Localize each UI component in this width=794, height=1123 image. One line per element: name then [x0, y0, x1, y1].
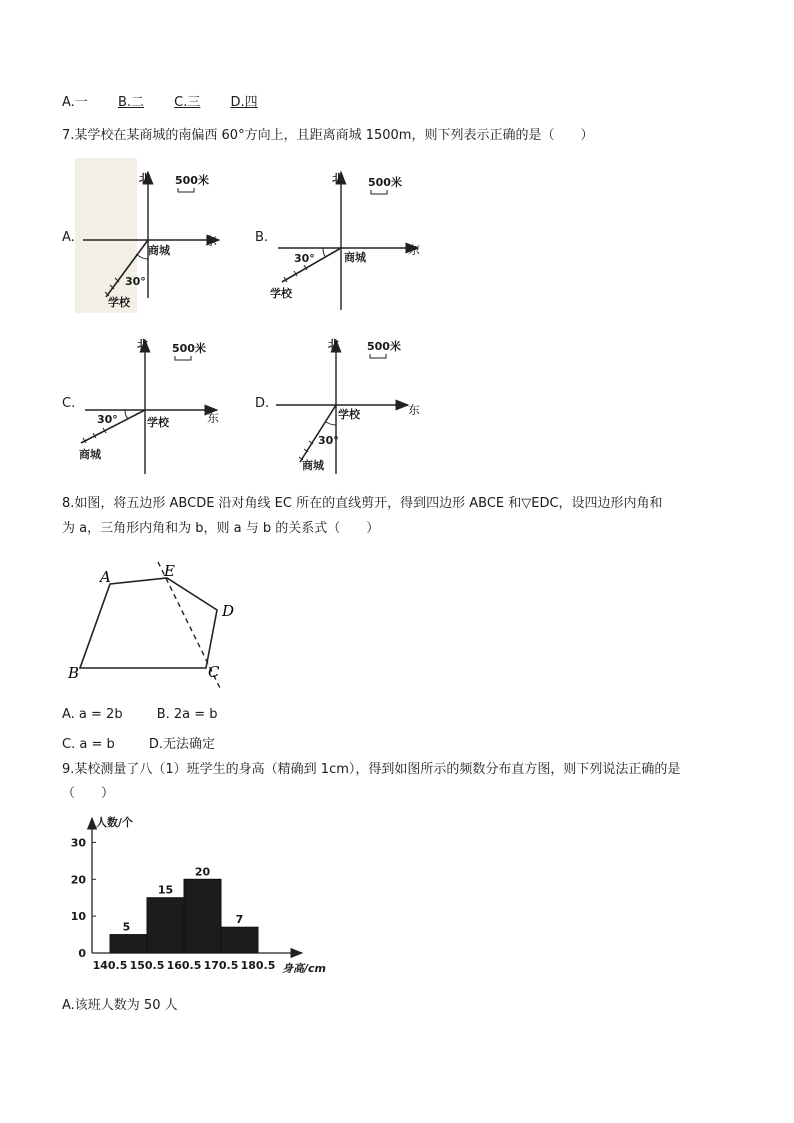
north-label: 北	[328, 338, 339, 351]
q8-options-row1	[62, 707, 244, 722]
bar-value-label: 20	[194, 865, 211, 879]
vertex-d-label: D	[222, 602, 235, 620]
bar-value-label: 15	[157, 883, 174, 897]
bar-value-label: 5	[122, 920, 131, 934]
q6-option-b: B.二	[117, 95, 145, 110]
vertex-a-label: A	[100, 568, 111, 586]
q7-diagram-d	[268, 326, 438, 476]
y-axis-label: 人数/个	[96, 816, 134, 829]
bar-value-label: 7	[235, 913, 244, 927]
q7-diagram-b	[268, 158, 438, 318]
x-tick-label: 170.5	[203, 959, 239, 972]
q8-option-c: C. a = b	[62, 737, 115, 752]
q9-option-a: A.该班人数为 50 人	[62, 998, 178, 1013]
scale-label: 500米	[172, 342, 206, 355]
q8-option-b: B. 2a = b	[156, 707, 218, 722]
q9-stem-line2: （ ）	[62, 786, 115, 801]
q7-diagram-a	[75, 158, 245, 318]
angle-label: 30°	[125, 275, 146, 288]
y-tick-label: 20	[70, 873, 86, 887]
east-label: 东	[207, 411, 220, 425]
angle-arc	[323, 248, 326, 257]
north-label: 北	[332, 172, 343, 185]
q7-option-b-label: B.	[255, 230, 269, 245]
histogram-bar	[110, 935, 147, 953]
angle-label: 30°	[294, 252, 315, 265]
x-tick-label: 140.5	[92, 959, 128, 972]
mall-label: 商城	[79, 448, 101, 461]
q7-option-c-label: C.	[62, 396, 76, 411]
y-tick-label: 0	[78, 947, 86, 960]
angle-label: 30°	[97, 413, 118, 426]
north-label: 北	[137, 338, 148, 351]
q8-options-row2	[62, 733, 241, 752]
scale-label: 500米	[367, 340, 401, 353]
y-tick-label: 30	[70, 836, 86, 850]
east-label: 东	[408, 403, 421, 417]
school-label: 学校	[270, 287, 292, 300]
vertex-b-label: B	[68, 664, 80, 682]
q7-diagram-c	[75, 326, 245, 476]
mall-label: 商城	[148, 244, 170, 257]
pentagon-abcde	[80, 578, 217, 668]
histogram-bar	[221, 927, 258, 953]
q8-option-a: A. a = 2b	[62, 707, 123, 722]
school-label: 学校	[108, 296, 130, 309]
east-label: 东	[408, 243, 421, 257]
y-tick-label: 10	[70, 910, 86, 924]
q6-options	[62, 91, 284, 110]
photo-shading	[75, 158, 137, 313]
x-tick-label: 180.5	[240, 959, 276, 972]
q9-histogram	[62, 810, 352, 980]
histogram-marks	[71, 836, 276, 972]
q9-stem-line1: 9.某校测量了八（1）班学生的身高（精确到 1cm），得到如图所示的频数分布直方图，则下列说法正确的是	[62, 762, 681, 777]
q8-stem-line1: 8.如图，将五边形 ABCDE 沿对角线 EC 所在的直线剪开，得到四边形 ABCE 和▽EDC，设四边形内角和	[62, 496, 663, 511]
school-label: 学校	[338, 408, 360, 421]
angle-arc	[125, 410, 129, 419]
angle-label: 30°	[318, 434, 339, 447]
q8-option-d: D.无法确定	[148, 737, 216, 752]
vertex-c-label: C	[208, 663, 220, 681]
q8-pentagon-figure	[62, 560, 242, 690]
mall-label: 商城	[344, 251, 366, 264]
mall-label: 商城	[302, 459, 324, 472]
q6-option-c: C.三	[174, 95, 201, 110]
scale-bar	[370, 354, 386, 358]
vertex-e-label: E	[164, 562, 175, 580]
x-tick-label: 150.5	[129, 959, 165, 972]
school-label: 学校	[147, 416, 169, 429]
x-axis-label: 身高/cm	[282, 962, 326, 975]
q6-option-a: A.一	[62, 95, 88, 110]
q6-option-d: D.四	[230, 95, 258, 110]
scale-bar	[371, 190, 387, 194]
q8-stem-line2: 为 a，三角形内角和为 b，则 a 与 b 的关系式（ ）	[62, 521, 380, 536]
q7-stem: 7.某学校在某商城的南偏西 60°方向上，且距离商城 1500m，则下列表示正确的是（ ）	[62, 128, 594, 143]
x-tick-label: 160.5	[166, 959, 202, 972]
scale-label: 500米	[368, 176, 402, 189]
scale-label: 500米	[175, 174, 209, 187]
angle-arc	[326, 422, 336, 425]
east-label: 东	[205, 234, 218, 248]
scale-bar	[175, 356, 191, 360]
histogram-bar	[147, 898, 184, 953]
north-label: 北	[139, 172, 150, 185]
q7-option-a-label: A.	[62, 230, 75, 245]
histogram-bar	[184, 879, 221, 953]
scale-bar	[178, 188, 194, 192]
q7-option-d-label: D.	[255, 396, 270, 411]
